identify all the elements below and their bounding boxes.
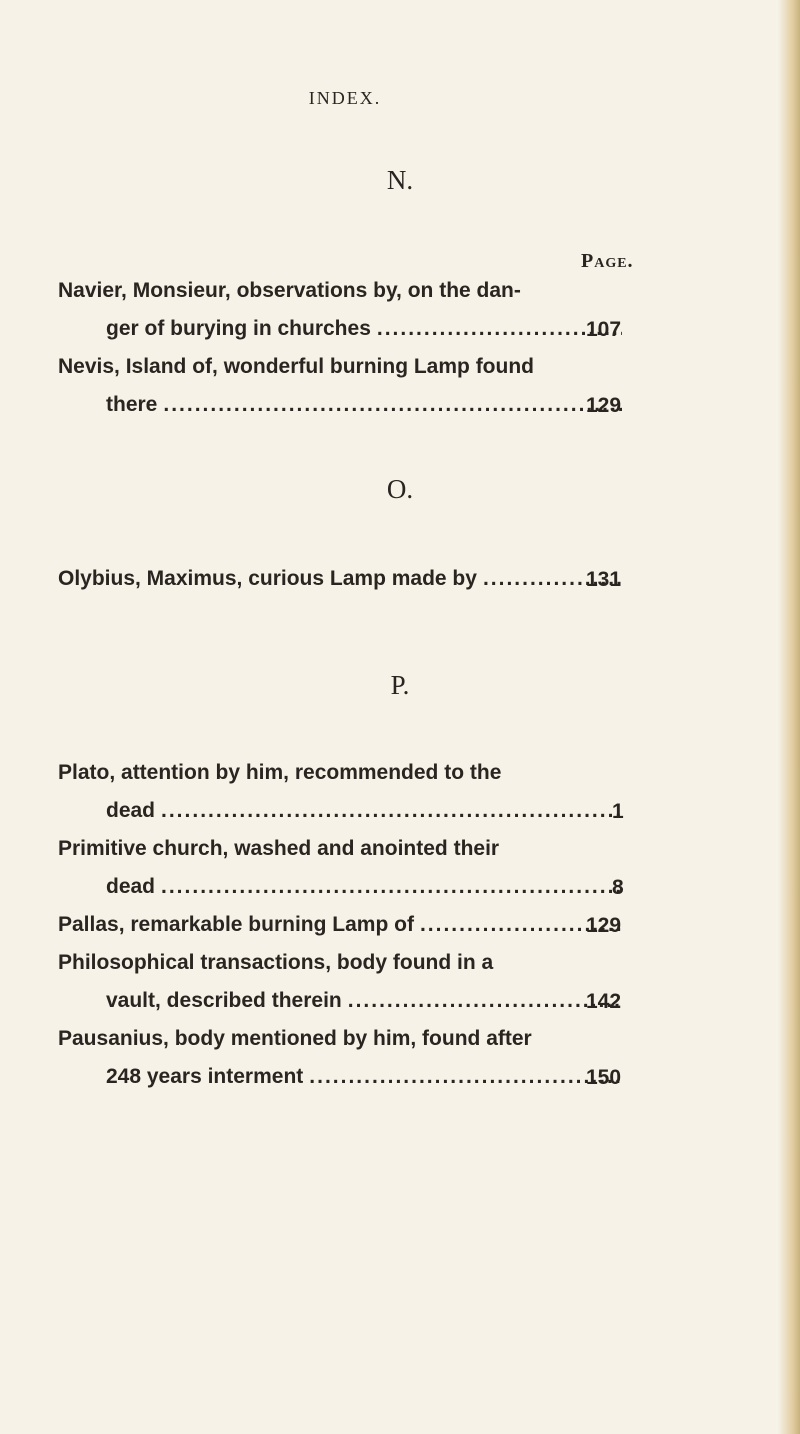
index-entry-olybius xyxy=(58,560,628,598)
entry-line: 248 years interment xyxy=(106,1065,304,1088)
page-number: 1 xyxy=(612,800,624,823)
dot-leader xyxy=(163,386,622,424)
entry-line: Navier, Monsieur, observations by, on the dan- xyxy=(58,279,521,302)
index-entry-pallas xyxy=(58,906,628,944)
index-entry-nevis xyxy=(58,348,628,424)
page-number: 129 xyxy=(586,914,622,937)
page-number: 107 xyxy=(586,318,622,341)
page-column-label: Page. xyxy=(581,250,634,272)
entry-line: dead xyxy=(106,875,156,898)
page-number: 150 xyxy=(586,1066,622,1089)
index-entry-pausanius xyxy=(58,1020,628,1096)
index-entry-navier xyxy=(58,272,628,348)
dot-leader xyxy=(348,982,622,1020)
entry-line: vault, described therein xyxy=(106,989,342,1012)
entry-continuation xyxy=(58,1058,628,1096)
dot-leader xyxy=(309,1058,622,1096)
entry-line: dead xyxy=(106,799,156,822)
entry-continuation xyxy=(58,868,628,906)
entry-line: Pausanius, body mentioned by him, found after xyxy=(58,1027,532,1050)
entry-line: ger of burying in churches xyxy=(106,317,371,340)
entry-single-line xyxy=(58,560,628,598)
section-letter-n: N. xyxy=(386,165,414,195)
index-entry-plato xyxy=(58,754,628,830)
entry-continuation xyxy=(58,982,628,1020)
page-number: 142 xyxy=(586,990,622,1013)
section-letter-p: P. xyxy=(390,670,410,700)
page-number: 131 xyxy=(586,568,622,591)
entry-line: Primitive church, washed and anointed their xyxy=(58,837,500,860)
running-head: INDEX. xyxy=(308,88,382,108)
dot-leader xyxy=(161,792,622,830)
entry-line: Philosophical transactions, body found in a xyxy=(58,951,494,974)
entry-single-line xyxy=(58,906,628,944)
page-edge-discoloration xyxy=(778,0,800,1434)
index-entry-philosophical-transactions xyxy=(58,944,628,1020)
page-number: 8 xyxy=(612,876,624,899)
entry-line: Pallas, remarkable burning Lamp of xyxy=(58,913,414,936)
entry-line: Plato, attention by him, recommended to the xyxy=(58,761,502,784)
entry-continuation xyxy=(58,310,628,348)
index-entry-primitive-church xyxy=(58,830,628,906)
page-number: 129 xyxy=(586,394,622,417)
entry-line: Nevis, Island of, wonderful burning Lamp found xyxy=(58,355,534,378)
section-letter-o: O. xyxy=(386,474,414,504)
entry-continuation xyxy=(58,386,628,424)
entry-line: there xyxy=(106,393,158,416)
entry-continuation xyxy=(58,792,628,830)
dot-leader xyxy=(161,868,622,906)
entry-line: Olybius, Maximus, curious Lamp made by xyxy=(58,567,477,590)
